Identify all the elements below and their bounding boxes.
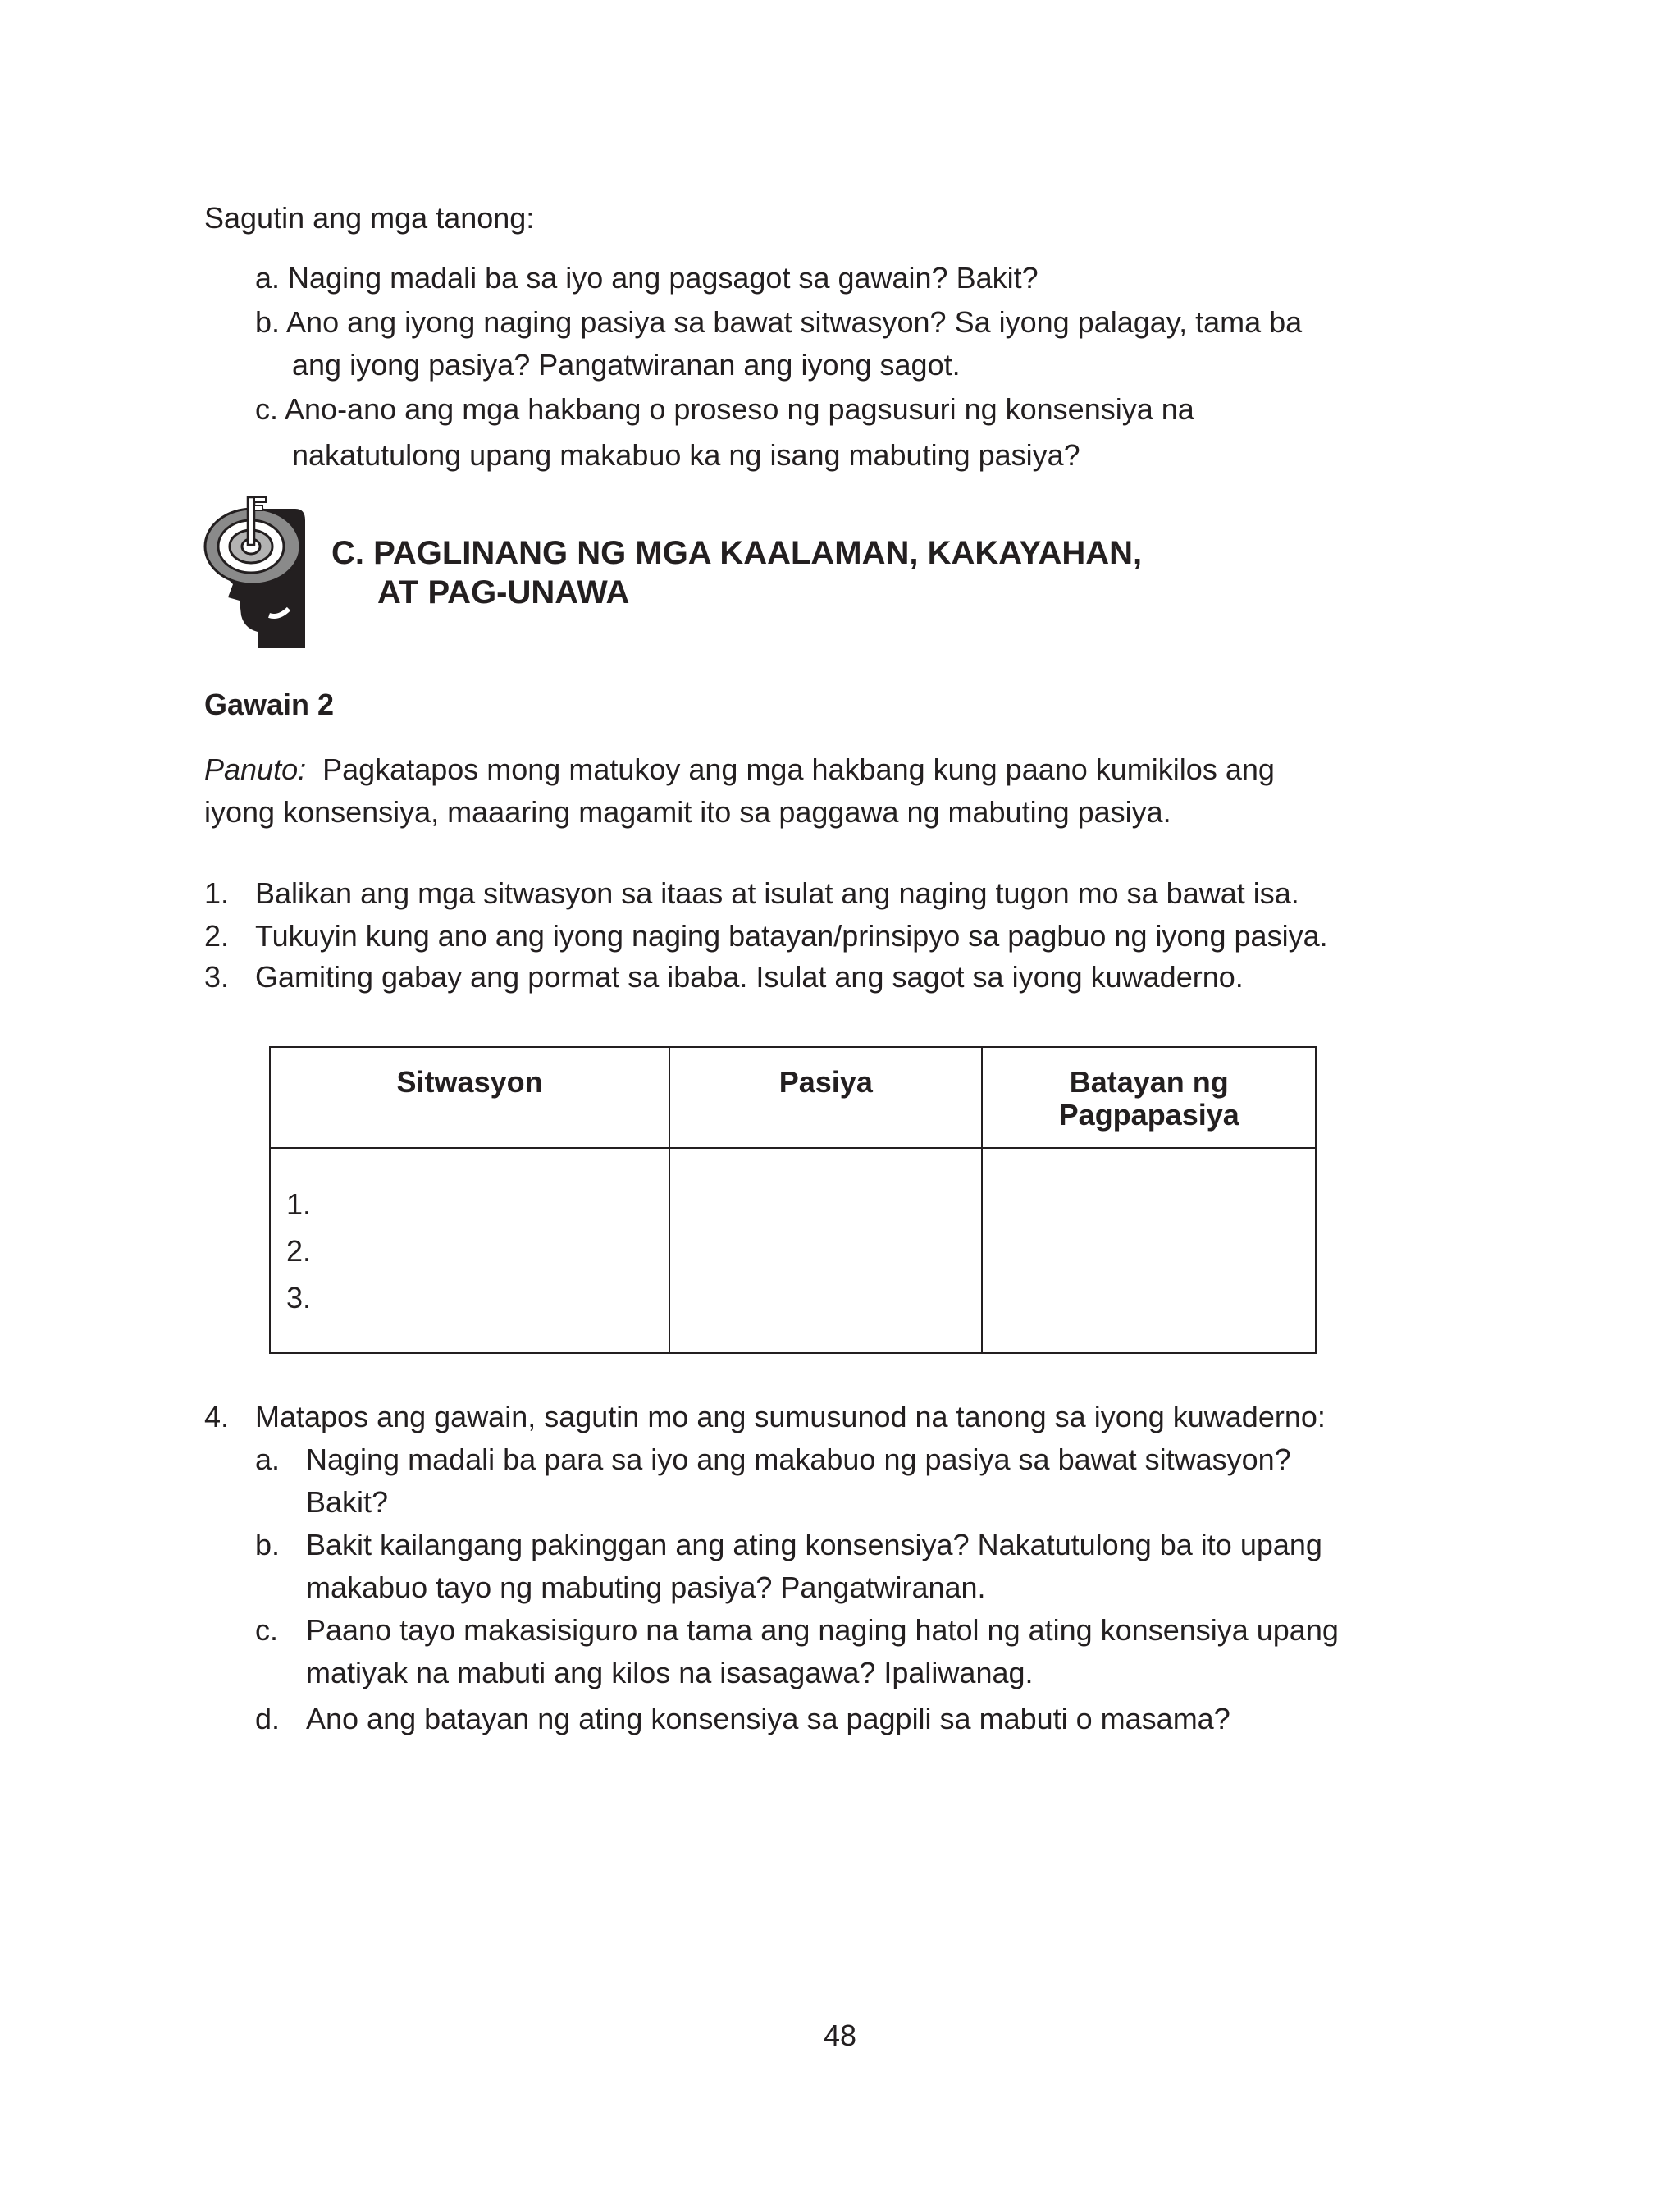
followup-question-b: b. Bakit kailangang pakinggan ang ating konsensiya? Nakatutulong ba ito upang [255, 1528, 1322, 1561]
cell-pasiya [669, 1148, 982, 1353]
header-pasiya: Pasiya [669, 1047, 982, 1148]
row-number: 3. [286, 1281, 312, 1314]
directions [204, 748, 1275, 834]
followup-item: 4. Matapos ang gawain, sagutin mo ang sumusunod na tanong sa iyong kuwaderno: [204, 1400, 1326, 1433]
section-title [331, 533, 1142, 612]
step-item: 3. Gamiting gabay ang pormat sa ibaba. Isulat ang sagot sa iyong kuwaderno. [204, 960, 1244, 994]
directions-line1: Pagkatapos mong matukoy ang mga hakbang kung paano kumikilos ang [322, 752, 1275, 786]
head-with-key-icon [200, 492, 308, 648]
table-row [270, 1148, 1316, 1353]
header-sitwasyon: Sitwasyon [270, 1047, 669, 1148]
intro-question-b: b. Ano ang iyong naging pasiya sa bawat sitwasyon? Sa iyong palagay, tama ba [255, 305, 1303, 339]
cell-sitwasyon [270, 1148, 669, 1353]
followup-question-a: a. Naging madali ba para sa iyo ang makabuo ng pasiya sa bawat sitwasyon? [255, 1442, 1291, 1476]
intro-question-c-cont: nakatutulong upang makabuo ka ng isang mabuting pasiya? [292, 438, 1080, 472]
directions-line2: iyong konsensiya, maaaring magamit ito sa paggawa ng mabuting pasiya. [204, 795, 1171, 829]
section-title-line2: AT PAG-UNAWA [377, 574, 630, 610]
intro-heading: Sagutin ang mga tanong: [204, 201, 535, 235]
cell-batayan [982, 1148, 1316, 1353]
intro-question-b-cont: ang iyong pasiya? Pangatwiranan ang iyong sagot. [292, 348, 961, 382]
decision-format-table [269, 1046, 1317, 1354]
header-batayan: Batayan ng Pagpapasiya [982, 1047, 1316, 1148]
followup-question-c-cont: matiyak na mabuti ang kilos na isasagawa? Ipaliwanag. [306, 1656, 1034, 1689]
intro-question-a: a. Naging madali ba sa iyo ang pagsagot sa gawain? Bakit? [255, 261, 1039, 295]
step-item: 2. Tukuyin kung ano ang iyong naging batayan/prinsipyo sa pagbuo ng iyong pasiya. [204, 919, 1328, 953]
step-item: 1. Balikan ang mga sitwasyon sa itaas at isulat ang naging tugon mo sa bawat isa. [204, 876, 1299, 910]
directions-label: Panuto: [204, 752, 307, 786]
followup-question-b-cont: makabuo tayo ng mabuting pasiya? Pangatwiranan. [306, 1570, 986, 1604]
followup-question-a-cont: Bakit? [306, 1485, 389, 1519]
followup-question-c: c. Paano tayo makasisiguro na tama ang naging hatol ng ating konsensiya upang [255, 1613, 1339, 1647]
page-number: 48 [823, 2019, 857, 2052]
activity-title: Gawain 2 [204, 688, 335, 721]
table-header-row [270, 1047, 1316, 1148]
intro-question-c: c. Ano-ano ang mga hakbang o proseso ng pagsusuri ng konsensiya na [255, 392, 1194, 426]
followup-question-d: d. Ano ang batayan ng ating konsensiya sa pagpili sa mabuti o masama? [255, 1702, 1230, 1735]
row-number: 1. [286, 1187, 312, 1221]
row-number: 2. [286, 1234, 312, 1268]
section-title-line1: C. PAGLINANG NG MGA KAALAMAN, KAKAYAHAN, [331, 535, 1143, 571]
